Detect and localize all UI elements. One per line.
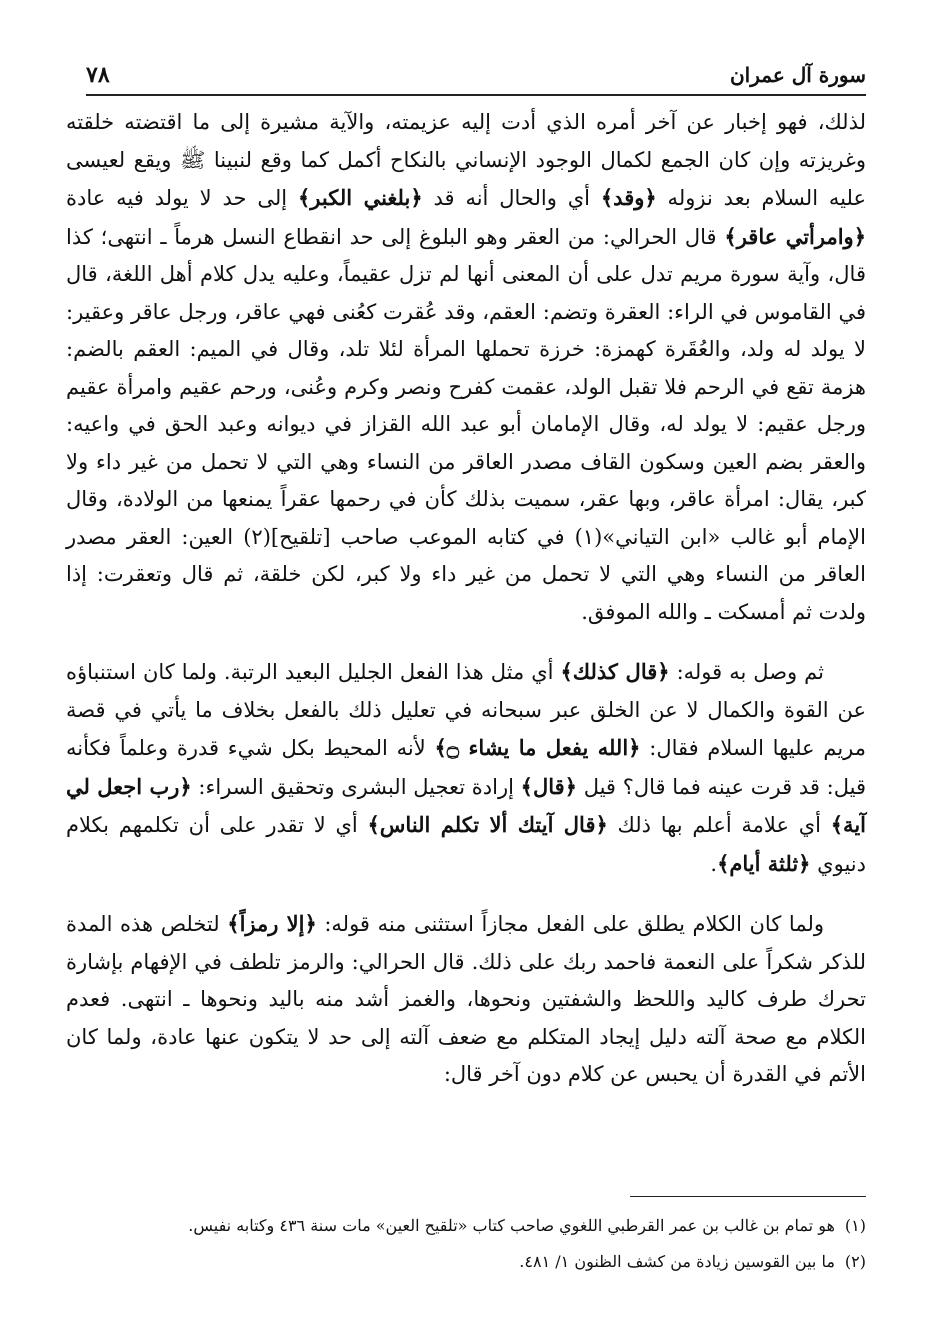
footnote-text: ما بين القوسين زيادة من كشف الظنون ١/ ٤٨١.	[519, 1252, 835, 1271]
header-rule	[86, 94, 866, 96]
text-run: ثم وصل به قوله:	[669, 660, 825, 684]
footnote-number: (٢)	[844, 1252, 866, 1271]
quranic-quote: ﴿إلا رمزاً﴾	[227, 911, 317, 936]
quranic-quote: ﴿وقد﴾	[600, 185, 657, 210]
footnote-2	[66, 1244, 866, 1280]
footnote-1	[66, 1208, 866, 1244]
text-run: لذلك، فهو إخبار عن آخر أمره الذي أدت إليه عزيمته، والآية مشيرة إلى ما اقتضته خلقته وغريزته وإن كان الجمع لكمال الوجود الإنساني بالنكاح أكمل كما وقع لنبينا ﷺ ويقع لعيسى عليه السلام بعد نزوله	[66, 110, 866, 210]
quranic-quote: ﴿بلغني الكبر﴾	[298, 185, 423, 210]
text-run: أي والحال أنه قد	[422, 186, 601, 210]
text-run: لأنه المحيط بكل شيء قدرة وعلماً فكأنه قيل: قد قرت عينه فما قال؟ قيل	[66, 736, 867, 799]
footnote-number: (١)	[844, 1216, 866, 1235]
paragraph	[66, 653, 866, 883]
text-run: .	[710, 851, 718, 876]
quranic-quote: ﴿وامرأتي عاقر﴾	[724, 223, 866, 249]
text-run: أي لا تقدر على أن تكلمهم بكلام دنيوي	[66, 813, 866, 876]
quranic-quote: ﴿قال آيتك ألا تكلم الناس﴾	[367, 812, 608, 837]
text-run: أي مثل هذا الفعل الجليل البعيد الرتبة. ولما كان استنباؤه عن القوة والكمال لا عن الخلق عبر سبحانه في تعليل ذلك بالفعل بخلاف ما يأتي في قصة مريم عليها السلام فقال:	[66, 660, 866, 760]
text-run: أي علامة أعلم بها ذلك	[607, 813, 831, 837]
footnote-text: هو تمام بن غالب بن عمر القرطبي اللغوي صاحب كتاب «تلقيح العين» مات سنة ٤٣٦ وكتابه نفيس.	[188, 1216, 835, 1235]
quranic-quote: ﴿قال﴾	[520, 773, 577, 799]
quranic-quote: ﴿ثلثة أيام﴾	[717, 850, 811, 876]
page-number: ٧٨	[86, 62, 110, 88]
main-text	[66, 104, 866, 1094]
page-header	[86, 62, 866, 96]
running-title: سورة آل عمران	[729, 63, 866, 87]
quranic-quote: ﴿قال كذلك﴾	[560, 659, 670, 684]
paragraph	[66, 905, 866, 1094]
footnotes	[66, 1208, 866, 1280]
quranic-quote: ﴿رب اجعل لي آية﴾	[66, 773, 866, 837]
text-run: إلى حد لا يولد فيه عادة	[66, 186, 298, 210]
text-run: قال الحرالي: من العقر وهو البلوغ إلى حد انقطاع النسل هرماً ـ انتهى؛ كذا قال، وآية سورة مريم تدل على أن المعنى أنها لم تزل عقيماً، وعليه يدل كلام أهل اللغة، قال في القاموس في الراء: العقرة وتضم: العقم، وقد عُقرت كعُنى فهي عاقر، ورجل عاقر وعقير: لا يولد له ولد، والعُقَرة كهمزة: خرزة تحملها المرأة لئلا تلد، وقال في الميم: العقم بالضم: هزمة تقع في الرحم فلا تقبل الولد، عقمت كفرح ونصر وكرم وعُنى، ورحم عقيم وامرأة عقيم ورجل عقيم: لا يولد له، وقال الإمامان أبو عبد الله القزاز في ديوانه وعبد الحق في واعيه: والعقر بضم العين وسكون القاف مصدر العاقر من النساء وهي التي لا تحمل من غير داء ولا كبر، يقال: امرأة عاقر، وبها عقر، سميت بذلك كأن في رحمها عقراً يمنعها من الولادة، وقال الإمام أبو غالب «ابن التياني»(١) في كتابه الموعب صاحب [تلقيح](٢) العين: العقر مصدر العاقر من النساء وهي التي لا تحمل من غير داء ولا كبر، لكن خلقة، ثم قال وتعقرت: إذا ولدت ثم أمسكت ـ والله الموفق.	[66, 224, 866, 624]
text-run: لتخلص هذه المدة للذكر شكراً على النعمة فاحمد ربك على ذلك. قال الحرالي: والرمز تلطف في الإفهام بإشارة تحرك طرف كاليد واللحظ والشفتين ونحوها، والغمز أشد منه باليد ونحوها ـ انتهى. فعدم الكلام مع صحة آلته دليل إيجاد المتكلم مع ضعف آلته إلى حد لا يتكون عنها عادة، ولما كان الأتم في القدرة أن يحبس عن كلام دون آخر قال:	[66, 912, 866, 1086]
text-run: إرادة تعجيل البشرى وتحقيق السراء:	[191, 774, 521, 799]
quranic-quote: ﴿الله يفعل ما يشاء ۝﴾	[434, 735, 641, 760]
footnote-separator	[630, 1196, 866, 1197]
paragraph	[66, 104, 866, 631]
text-run: ولما كان الكلام يطلق على الفعل مجازاً استثنى منه قوله:	[316, 912, 825, 936]
